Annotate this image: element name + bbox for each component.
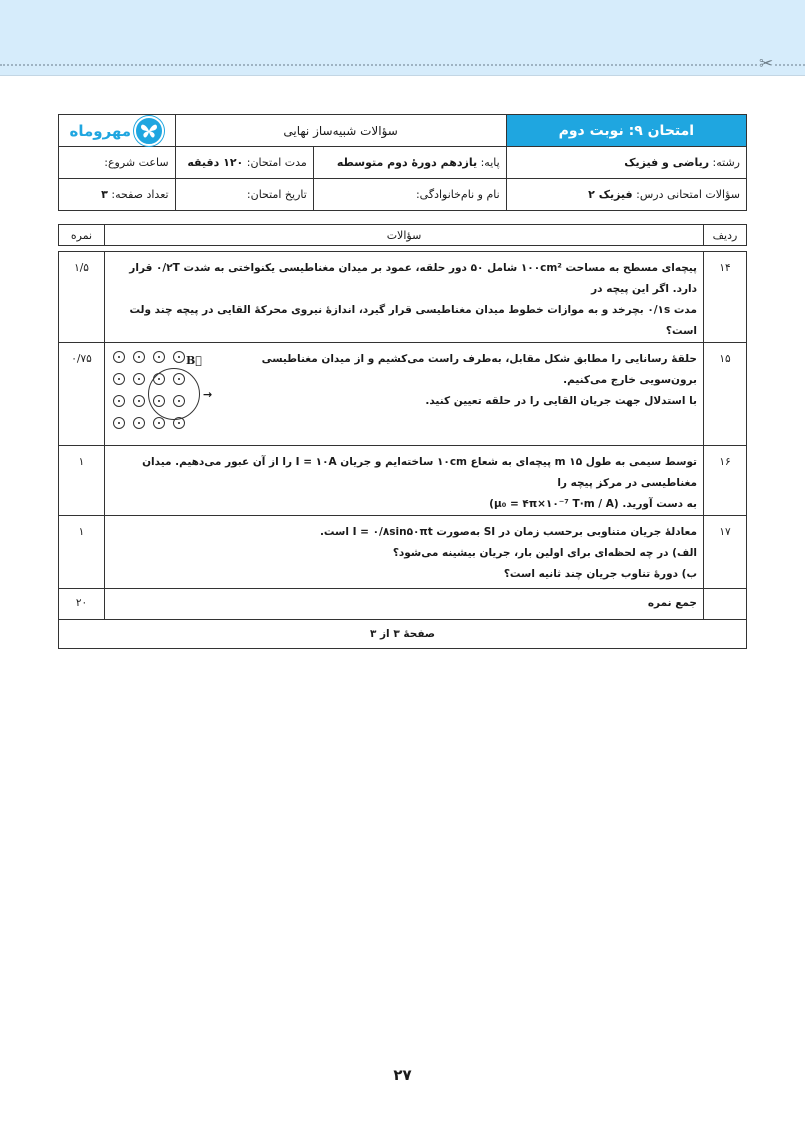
question-number: ۱۵ — [704, 343, 747, 446]
question-line: به دست آورید. (μ₀ = ۴π×۱۰⁻⁷ T·m / A) — [489, 498, 697, 510]
page-indicator: صفحهٔ ۳ از ۳ — [59, 620, 747, 649]
question-number: ۱۷ — [704, 516, 747, 589]
start-time-label: ساعت شروع: — [104, 156, 169, 169]
column-questions-header: سؤالات — [105, 225, 704, 246]
field-label: B⃗ — [186, 354, 202, 367]
logo — [69, 116, 164, 146]
field-out-icon — [153, 417, 165, 429]
field-out-icon — [113, 417, 125, 429]
grade-value: یازدهم دورهٔ دوم متوسطه — [336, 156, 478, 169]
question-line: پیچه‌ای مسطح به مساحت ۱۰۰cm² شامل ۵۰ دور حلقه، عمود بر میدان مغناطیسی یکنواختی به شدت ۰/۲T قرار دارد. اگر این پیچه در — [129, 262, 697, 295]
grade-label: پایه: — [480, 156, 500, 169]
question-text — [105, 516, 704, 589]
arrow-right-icon: → — [203, 388, 213, 401]
grade-cell — [313, 147, 506, 179]
course-cell — [506, 179, 746, 211]
page-count-cell — [59, 179, 176, 211]
question-text — [105, 343, 704, 446]
logo-cell — [59, 115, 176, 147]
question-score: ۱ — [59, 516, 105, 589]
course-value: فیزیک ۲ — [588, 188, 633, 201]
question-score: ۰/۷۵ — [59, 343, 105, 446]
duration-value: ۱۲۰ دقیقه — [187, 156, 244, 169]
total-label: جمع نمره — [105, 589, 704, 620]
butterfly-logo-icon — [134, 116, 164, 146]
page-count-value: ۳ — [101, 188, 108, 201]
page-count-label: تعداد صفحه: — [111, 188, 169, 201]
question-line: با استدلال جهت جریان القایی را در حلقه تعیین کنید. — [425, 395, 697, 407]
question-row — [59, 252, 747, 343]
total-score: ۲۰ — [59, 589, 105, 620]
question-number: ۱۴ — [704, 252, 747, 343]
question-line: الف) در چه لحظه‌ای برای اولین بار، جریان بیشینه می‌شود؟ — [392, 547, 697, 559]
question-number: ۱۶ — [704, 446, 747, 516]
field-cell — [506, 147, 746, 179]
total-row — [59, 589, 747, 620]
question-line: مدت ۰/۱s بچرخد و به موازات خطوط میدان مغناطیسی قرار گیرد، اندازهٔ نیروی محرکهٔ القایی در پیچه چند ولت است؟ — [129, 304, 697, 337]
question-line: معادلهٔ جریان متناوبی برحسب زمان در SI به‌صورت I = ۰/۸sin۵۰πt است. — [319, 526, 697, 538]
page-indicator-row — [59, 620, 747, 649]
field-out-icon — [153, 351, 165, 363]
cut-line — [0, 64, 805, 66]
exam-date-label: تاریخ امتحان: — [246, 188, 307, 201]
exam-title: امتحان ۹: نوبت دوم — [506, 115, 746, 147]
field-out-icon — [113, 351, 125, 363]
field-out-icon — [133, 417, 145, 429]
question-text — [105, 446, 704, 516]
student-name-cell — [313, 179, 506, 211]
questions-table — [58, 251, 747, 649]
field-out-icon — [113, 395, 125, 407]
field-label: رشته: — [712, 156, 740, 169]
duration-cell — [175, 147, 313, 179]
field-out-icon — [113, 373, 125, 385]
question-text — [105, 252, 704, 343]
magnetic-field-figure — [111, 349, 226, 439]
start-time-cell — [59, 147, 176, 179]
question-row — [59, 343, 747, 446]
question-score: ۱ — [59, 446, 105, 516]
exam-header-table — [58, 114, 747, 211]
logo-text: مهروماه — [69, 121, 132, 140]
field-out-icon — [133, 373, 145, 385]
question-row — [59, 446, 747, 516]
student-name-label: نام و نام‌خانوادگی: — [415, 188, 500, 201]
question-line: توسط سیمی به طول ۱۵ m پیچه‌ای به شعاع ۱۰cm ساخته‌ایم و جریان I = ۱۰A را از آن عبور می‌دهیم. میدان مغناطیسی در مرکز پیچه را — [142, 456, 697, 489]
conducting-loop — [148, 368, 200, 420]
question-row — [59, 516, 747, 589]
scissors-icon: ✂ — [759, 54, 774, 74]
band-divider — [0, 75, 805, 76]
exam-date-cell — [175, 179, 313, 211]
field-out-icon — [173, 351, 185, 363]
column-score-header: نمره — [59, 225, 105, 246]
page-number: ۲۷ — [393, 1066, 412, 1084]
question-score: ۱/۵ — [59, 252, 105, 343]
duration-label: مدت امتحان: — [246, 156, 307, 169]
question-line: ب) دورهٔ تناوب جریان چند ثانیه است؟ — [503, 568, 697, 580]
field-out-icon — [133, 395, 145, 407]
column-header-table — [58, 224, 747, 246]
total-empty-cell — [704, 589, 747, 620]
column-row-header: ردیف — [704, 225, 747, 246]
simulator-title: سؤالات شبیه‌ساز نهایی — [175, 115, 506, 147]
question-line: حلقهٔ رسانایی را مطابق شکل مقابل، به‌طرف راست می‌کشیم و از میدان مغناطیسی برون‌سویی خارج می‌کنیم. — [261, 353, 697, 386]
field-out-icon — [133, 351, 145, 363]
field-value: ریاضی و فیزیک — [624, 156, 710, 169]
course-label: سؤالات امتحانی درس: — [636, 188, 740, 201]
